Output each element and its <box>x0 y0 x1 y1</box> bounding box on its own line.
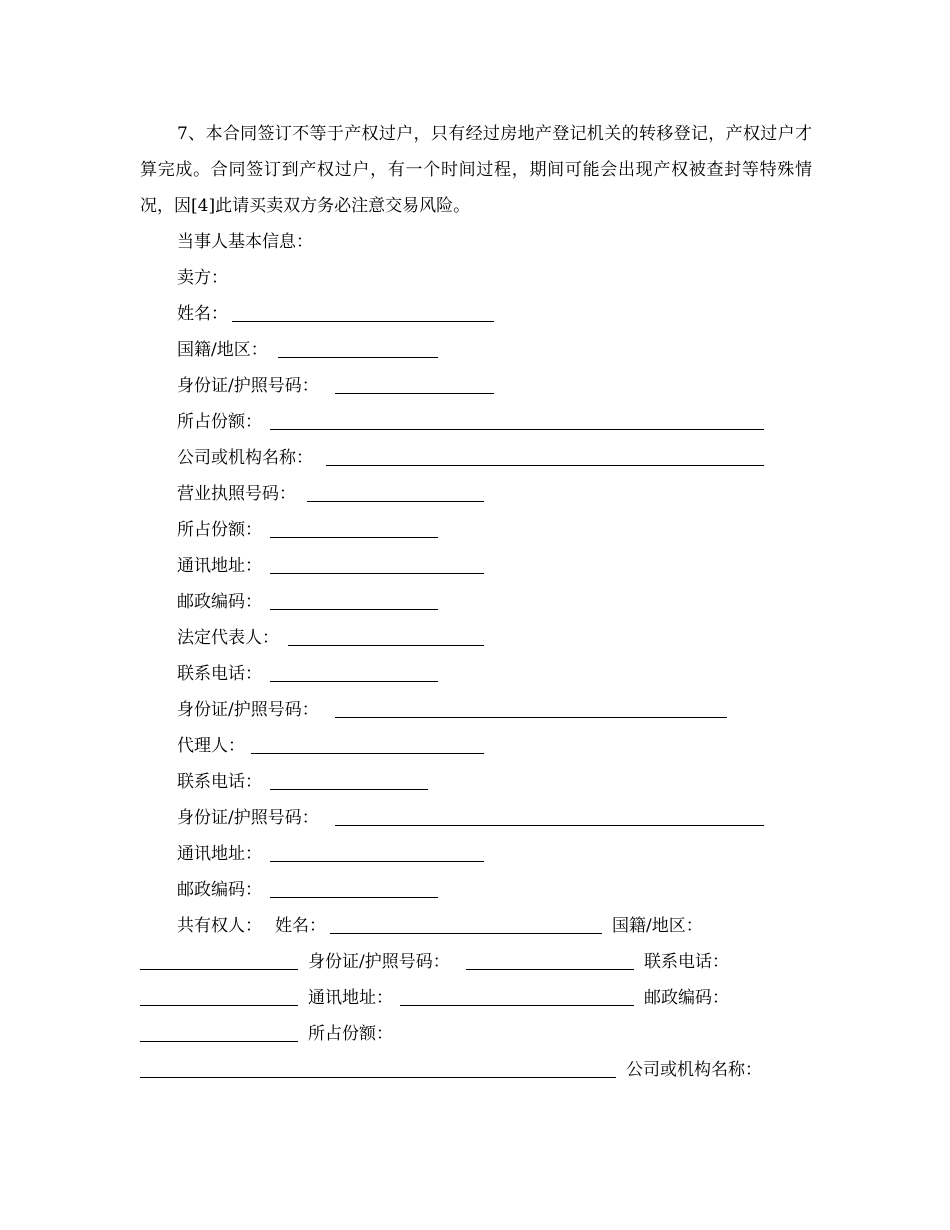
seller-label: 卖方： <box>177 268 228 288</box>
co-owner-phone-blank[interactable] <box>140 1005 298 1006</box>
co-owner-share-blank[interactable] <box>140 1077 616 1078</box>
co-owner-share-label: 所占份额： <box>308 1024 393 1044</box>
co-owner-label: 共有权人： <box>177 916 262 936</box>
co-owner-postcode-blank[interactable] <box>140 1041 298 1042</box>
phone-blank[interactable] <box>270 681 438 682</box>
address-blank[interactable] <box>270 573 484 574</box>
phone2-blank[interactable] <box>270 789 428 790</box>
company-blank[interactable] <box>326 465 764 466</box>
co-owner-name-label: 姓名： <box>275 916 326 936</box>
share2-label: 所占份额： <box>177 520 262 540</box>
share2-blank[interactable] <box>270 537 438 538</box>
co-owner-phone-label: 联系电话： <box>644 952 729 972</box>
co-owner-address-blank[interactable] <box>400 1005 634 1006</box>
co-owner-id-label: 身份证/护照号码： <box>308 952 450 972</box>
name-label: 姓名： <box>177 304 228 324</box>
legal-rep-blank[interactable] <box>288 645 484 646</box>
id-number2-label: 身份证/护照号码： <box>177 700 319 720</box>
id-number2-blank[interactable] <box>335 717 727 718</box>
address2-label: 通讯地址： <box>177 844 262 864</box>
co-owner-nationality-label: 国籍/地区： <box>612 916 703 936</box>
co-owner-name-blank[interactable] <box>330 933 602 934</box>
section-title: 当事人基本信息： <box>177 232 313 252</box>
co-owner-address-label: 通讯地址： <box>308 988 393 1008</box>
co-owner-id-blank[interactable] <box>466 969 634 970</box>
postcode-blank[interactable] <box>270 609 438 610</box>
share-label: 所占份额： <box>177 412 262 432</box>
id-number3-label: 身份证/护照号码： <box>177 808 319 828</box>
co-owner-nationality-blank[interactable] <box>140 969 298 970</box>
id-number-blank[interactable] <box>335 393 494 394</box>
company-label: 公司或机构名称： <box>177 448 313 468</box>
postcode-label: 邮政编码： <box>177 592 262 612</box>
license-blank[interactable] <box>307 501 484 502</box>
agent-label: 代理人： <box>177 736 245 756</box>
address2-blank[interactable] <box>270 861 484 862</box>
phone2-label: 联系电话： <box>177 772 262 792</box>
address-label: 通讯地址： <box>177 556 262 576</box>
name-blank[interactable] <box>232 321 494 322</box>
license-label: 营业执照号码： <box>177 484 296 504</box>
phone-label: 联系电话： <box>177 664 262 684</box>
agent-blank[interactable] <box>251 753 484 754</box>
co-owner-company-label: 公司或机构名称： <box>626 1060 762 1080</box>
clause-7-paragraph: 7、本合同签订不等于产权过户，只有经过房地产登记机关的转移登记，产权过户才算完成。合同签订到产权过户，有一个时间过程，期间可能会出现产权被查封等特殊情况，因[4]此请买卖双方务必注意交易风险。 <box>140 124 812 216</box>
id-number3-blank[interactable] <box>335 825 764 826</box>
postcode2-blank[interactable] <box>270 897 438 898</box>
co-owner-postcode-label: 邮政编码： <box>644 988 729 1008</box>
nationality-label: 国籍/地区： <box>177 340 268 360</box>
postcode2-label: 邮政编码： <box>177 880 262 900</box>
legal-rep-label: 法定代表人： <box>177 628 279 648</box>
share-blank[interactable] <box>270 429 764 430</box>
nationality-blank[interactable] <box>278 357 438 358</box>
id-number-label: 身份证/护照号码： <box>177 376 319 396</box>
